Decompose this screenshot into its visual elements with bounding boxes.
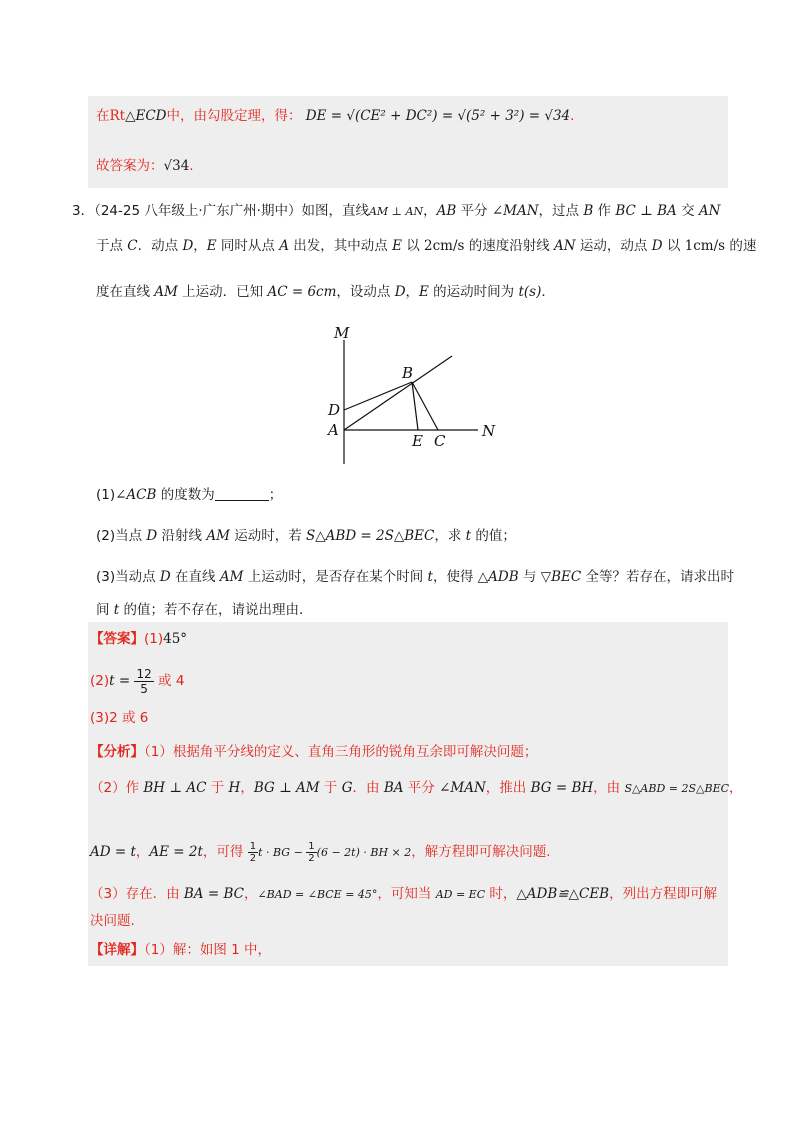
solution-line-pythagoras: 在Rt△ECD中，由勾股定理，得： DE = √(CE² + DC²) = √(5² + 3²) = √34. xyxy=(96,108,575,124)
fraction-half-2: $\frac{1}{2}$ xyxy=(308,840,315,864)
detail-line: 【详解】（1）解：如图 1 中， xyxy=(90,942,272,958)
answer-line-2: (2)t = $\frac{12}{5}$ 或 4 xyxy=(90,666,185,696)
fraction-12-5: $\frac{12}{5}$ xyxy=(136,666,152,696)
question-source: （24-25 八年级上·广东广州·期中） xyxy=(94,203,302,219)
label-E: E xyxy=(412,432,423,450)
segment-DB xyxy=(344,382,412,410)
label-D: D xyxy=(328,401,341,419)
ray-AB xyxy=(344,356,452,430)
label-M: M xyxy=(334,324,350,342)
pythagoras-formula: DE = √(CE² + DC²) = √(5² + 3²) = √34 xyxy=(305,108,571,124)
sub-question-3-cont: 间 t 的值；若不存在，请说出理由． xyxy=(96,602,313,618)
sub-question-1: (1)∠ACB 的度数为 ； xyxy=(96,487,283,503)
answer-sqrt: √34 xyxy=(163,158,190,174)
solution-line-answer: 故答案为：√34. xyxy=(96,158,194,174)
label-B: B xyxy=(402,364,414,382)
detail-tag: 【详解】 xyxy=(90,942,144,958)
question-number: 3． xyxy=(72,203,95,219)
label-N: N xyxy=(482,422,496,440)
answer-tag: 【答案】 xyxy=(90,631,144,647)
sub-question-3: (3)当动点 D 在直线 AM 上运动时，是否存在某个时间 t，使得 △ADB 与 ▽BEC 全等？若存在，请求出时 xyxy=(96,569,735,585)
question-3-line-2: 于点 C．动点 D，E 同时从点 A 出发，其中动点 E 以 2cm/s 的速度沿射线 AN 运动，动点 D 以 1cm/s 的速 xyxy=(96,238,757,254)
label-A: A xyxy=(328,421,339,439)
analysis-line-1: 【分析】（1）根据角平分线的定义、直角三角形的锐角互余即可解决问题； xyxy=(90,744,538,760)
answer-line-1: 【答案】(1)45° xyxy=(90,631,188,647)
question-3-line-1: 3．（24-25 八年级上·广东广州·期中）如图，直线AM ⊥ AN，AB 平分 ∠MAN，过点 B 作 BC ⊥ BA 交 AN xyxy=(72,203,721,219)
label-C: C xyxy=(434,432,446,450)
analysis-tag: 【分析】 xyxy=(90,744,144,760)
segment-BE xyxy=(412,382,418,430)
fraction-half-1: $\frac{1}{2}$ xyxy=(249,840,257,864)
analysis-line-3: （3）存在．由 BA = BC，∠BAD = ∠BCE = 45°，可知当 AD = EC 时，△ADB≌△CEB，列出方程即可解 xyxy=(90,886,718,902)
geometry-figure xyxy=(320,318,510,464)
analysis-line-2b: AD = t，AE = 2t，可得 $\frac{1}{2}$ t · BG − $\frac{1}{2}$ (6 − 2t) · BH × 2，解方程即可解决问题. xyxy=(90,840,551,864)
analysis-line-3-cont: 决问题. xyxy=(90,913,135,929)
sub-question-2: (2)当点 D 沿射线 AM 运动时，若 S△ABD = 2S△BEC，求 t 的值； xyxy=(96,528,516,544)
analysis-line-2: （2）作 BH ⊥ AC 于 H，BG ⊥ AM 于 G．由 BA 平分 ∠MAN，推出 BG = BH，由 S△ABD = 2S△BEC， xyxy=(90,780,743,796)
answer-line-3: (3)2 或 6 xyxy=(90,710,149,726)
segment-BC xyxy=(412,382,438,430)
question-3-line-3: 度在直线 AM 上运动．已知 AC = 6cm，设动点 D，E 的运动时间为 t(s)． xyxy=(96,284,555,300)
answer-blank xyxy=(215,486,269,501)
